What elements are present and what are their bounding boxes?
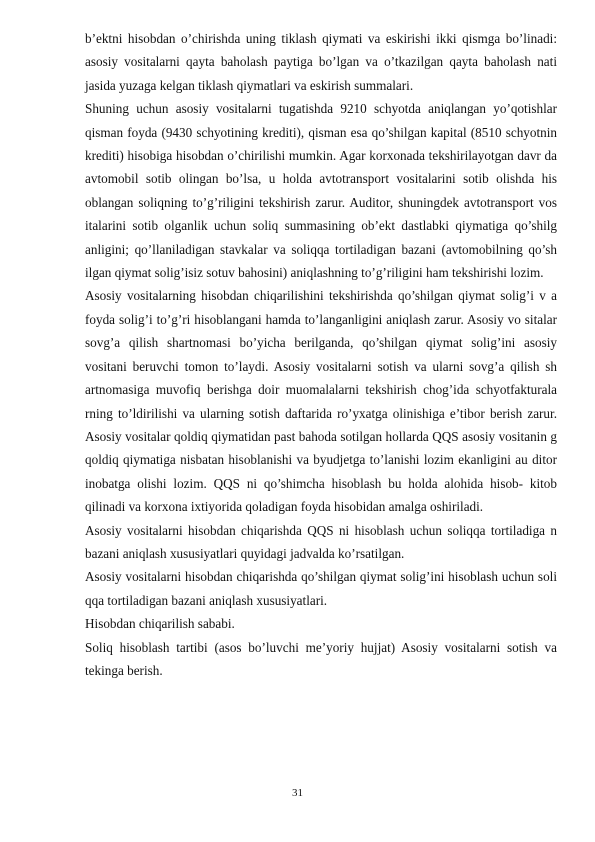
paragraph: Asosiy vositalarning hisobdan chiqarilishini tekshirishda qo’shilgan qiymat solig’i v a foyda solig’i to’g’ri hisoblangani hamda to’langanligini aniqlash zarur. Asosiy vo sitalar sovg’a qilish shartnomasi bo’yicha berilganda, qo’shilgan qiymat solig’ini asosiy vositani beruvchi tomon to’laydi. Asosiy vositalarni sotish va ularni sovg’a qilish sh artnomasiga muvofiq berishga doir muomalalarni tekshirish chog’ida schyotfakturala rning to’ldirilishi va ularning sotish daftarida ro’yxatga olinishiga e’tibor berish zarur. Asosiy vositalar qoldiq qiymatidan past bahoda sotilgan hollarda QQS asosiy vositanin g qoldiq qiymatiga nisbatan hisoblanishi va byudjetga to’lanishi lozim ekanligini au ditor inobatga olishi lozim. QQS ni qo’shimcha hisoblash bu holda alohida hisob- kitob qilinadi va korxona ixtiyorida qoladigan foyda hisobidan amalga oshiriladi. [85, 288, 557, 515]
page-number: 31 [292, 787, 303, 799]
paragraph: Asosiy vositalarni hisobdan chiqarishda QQS ni hisoblash uchun soliqqa tortiladiga n bazani aniqlash xususiyatlari quyidagi jadvalda ko’rsatilgan. [85, 522, 557, 561]
paragraph: Soliq hisoblash tartibi (asos bo’luvchi me’yoriy hujjat) Asosiy vositalarni sotish va tekinga berish. [85, 639, 557, 678]
paragraph: Shuning uchun asosiy vositalarni tugatishda 9210 schyotda aniqlangan yo’qotishlar qisman foyda (9430 schyotining krediti), qisman esa qo’shilgan kapital (8510 schyotnin krediti) hisobiga hisobdan o’chirilishi mumkin. Agar korxonada tekshirilayotgan davr da avtomobil sotib olingan bo’lsa, u holda avtotransport vositalarini sotib olishda his oblangan soliqning to’g’riligini tekshirish zarur. Auditor, shuningdek avtotransport vos italarini sotib olganlik uchun soliq summasining ob’ekt dastlabki qiymatiga qo’shilg anligini; qo’llaniladigan stavkalar va soliqqa tortiladigan bazani (avtomobilning qo’sh ilgan qiymat solig’isiz sotuv bahosini) aniqlashning to’g’riligini ham tekshirishi lozim. [85, 101, 557, 281]
document-body [85, 27, 557, 682]
paragraph: Hisobdan chiqarilish sababi. [85, 616, 235, 632]
paragraph: Asosiy vositalarni hisobdan chiqarishda qo’shilgan qiymat solig’ini hisoblash uchun soli qqa tortiladigan bazani aniqlash xususiyatlari. [85, 569, 557, 608]
paragraph: b’ektni hisobdan o’chirishda uning tiklash qiymati va eskirishi ikki qismga bo’linadi: asosiy vositalarni qayta baholash paytiga bo’lgan va o’tkazilgan qayta baholash nati jasida yuzaga kelgan tiklash qiymatlari va eskirish summalari. [85, 31, 557, 93]
